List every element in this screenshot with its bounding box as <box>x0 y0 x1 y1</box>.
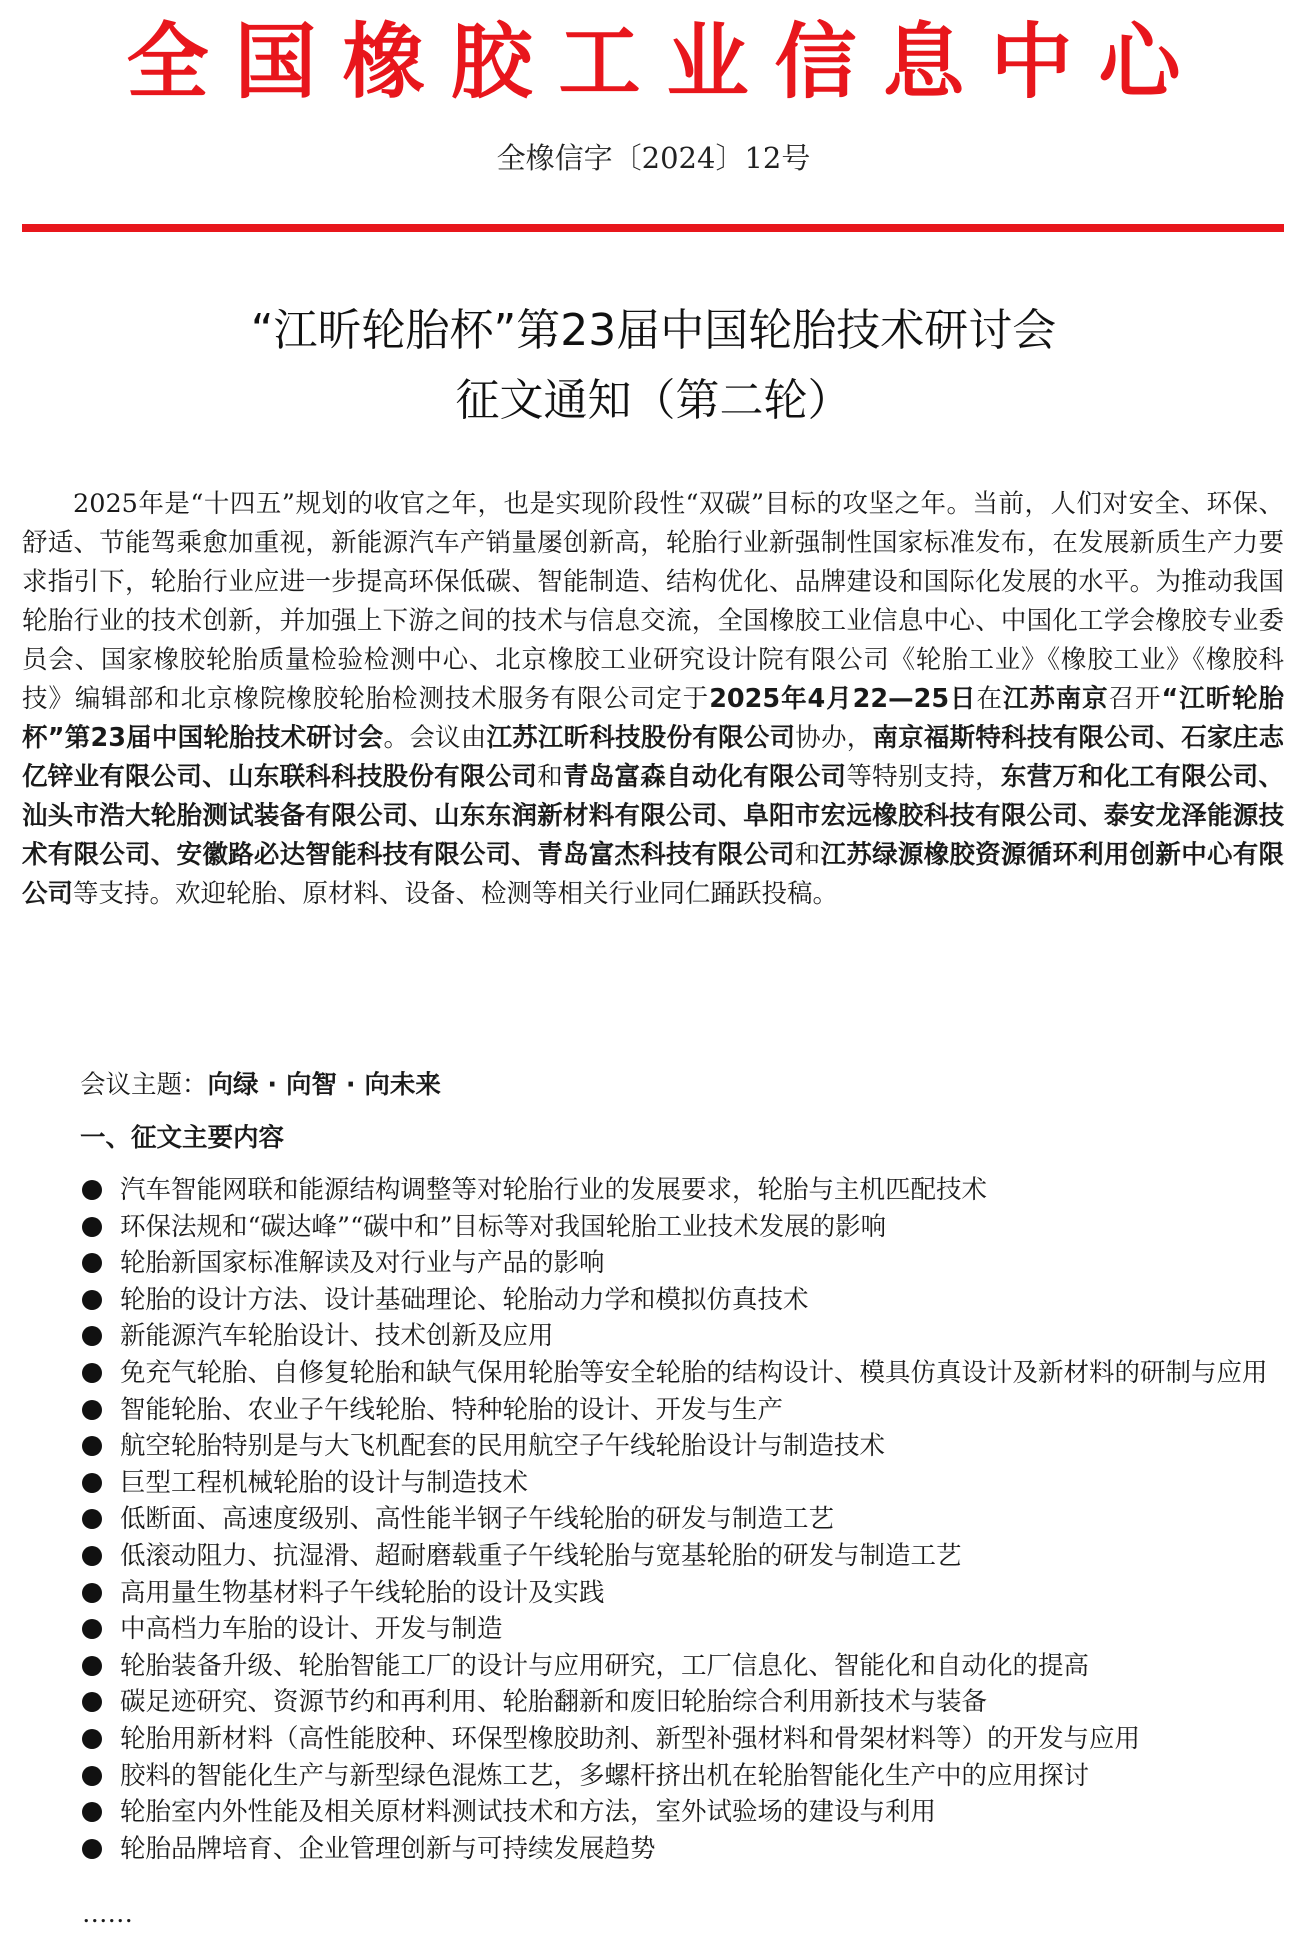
intro-text-9: 等支持。欢迎轮胎、原材料、设备、检测等相关行业同仁踊跃投稿。 <box>73 879 839 909</box>
co-organizer: 江苏江昕科技股份有限公司 <box>486 723 796 753</box>
bullet-icon <box>82 1619 102 1639</box>
intro-paragraph <box>22 485 1284 914</box>
intro-text-3: 召开 <box>1108 684 1162 714</box>
list-item: 轮胎的设计方法、设计基础理论、轮胎动力学和模拟仿真技术 <box>22 1282 1284 1319</box>
list-item: 胶料的智能化生产与新型绿色混炼工艺，多螺杆挤出机在轮胎智能化生产中的应用探讨 <box>22 1758 1284 1795</box>
list-item: 轮胎品牌培育、企业管理创新与可持续发展趋势 <box>22 1831 1284 1868</box>
title-line-2: 征文通知（第二轮） <box>455 375 852 426</box>
bullet-icon <box>82 1692 102 1712</box>
intro-text-6: 和 <box>537 762 563 792</box>
organization-masthead: 全国橡胶工业信息中心 <box>126 15 1207 110</box>
bullet-icon <box>82 1436 102 1456</box>
theme-label: 会议主题： <box>80 1070 208 1100</box>
special-supporters: 南京福斯特科技有限公司、石家庄志亿锌业有限公司、山东联科科技股份有限公司 <box>22 723 1284 792</box>
title-line-1: “江昕轮胎杯”第23届中国轮胎技术研讨会 <box>250 305 1057 356</box>
list-item: 免充气轮胎、自修复轮胎和缺气保用轮胎等安全轮胎的结构设计、模具仿真设计及新材料的研制与应用 <box>22 1355 1284 1392</box>
special-supporter-last: 青岛富森自动化有限公司 <box>562 762 847 792</box>
document-number: 全橡信字〔2024〕12号 <box>496 141 811 175</box>
list-item: 汽车智能网联和能源结构调整等对轮胎行业的发展要求，轮胎与主机匹配技术 <box>22 1172 1284 1209</box>
list-item: 环保法规和“碳达峰”“碳中和”目标等对我国轮胎工业技术发展的影响 <box>22 1209 1284 1246</box>
list-item: 碳足迹研究、资源节约和再利用、轮胎翻新和废旧轮胎综合利用新技术与装备 <box>22 1684 1284 1721</box>
bullet-icon <box>82 1839 102 1859</box>
intro-text-1: 2025年是“十四五”规划的收官之年，也是实现阶段性“双碳”目标的攻坚之年。当前，人们对安全、环保、舒适、节能驾乘愈加重视，新能源汽车产销量屡创新高，轮胎行业新强制性国家标准发布，在发展新质生产力要求指引下，轮胎行业应进一步提高环保低碳、智能制造、结构优化、品牌建设和国际化发展的水平。为推动我国轮胎行业的技术创新，并加强上下游之间的技术与信息交流，全国橡胶工业信息中心、中国化工学会橡胶专业委员会、国家橡胶轮胎质量检验检测中心、北京橡胶工业研究设计院有限公司《轮胎工业》《橡胶工业》《橡胶科技》编辑部和北京橡院橡胶轮胎检测技术服务有限公司定于 <box>22 489 1284 714</box>
intro-text-2: 在 <box>976 684 1003 714</box>
supporters: 东营万和化工有限公司、汕头市浩大轮胎测试装备有限公司、山东东润新材料有限公司、阜阳市宏远橡胶科技有限公司、泰安龙泽能源技术有限公司、安徽路必达智能科技有限公司、青岛富杰科技有限公司 <box>22 762 1284 870</box>
list-item: 高用量生物基材料子午线轮胎的设计及实践 <box>22 1575 1284 1612</box>
bullet-icon <box>82 1400 102 1420</box>
conference-date: 2025年4月22—25日 <box>709 684 977 714</box>
list-item: 低滚动阻力、抗湿滑、超耐磨载重子午线轮胎与宽基轮胎的研发与制造工艺 <box>22 1538 1284 1575</box>
bullet-icon <box>82 1729 102 1749</box>
bullet-icon <box>82 1253 102 1273</box>
intro-text-7: 等特别支持， <box>846 762 1001 792</box>
intro-text-8: 和 <box>794 840 821 870</box>
list-item: 轮胎装备升级、轮胎智能工厂的设计与应用研究，工厂信息化、智能化和自动化的提高 <box>22 1648 1284 1685</box>
list-item: 轮胎室内外性能及相关原材料测试技术和方法，室外试验场的建设与利用 <box>22 1794 1284 1831</box>
list-continuation: …… <box>82 1899 133 1929</box>
bullet-icon <box>82 1802 102 1822</box>
conference-location: 江苏南京 <box>1002 684 1109 714</box>
intro-text-4: 。会议由 <box>383 723 487 753</box>
list-item: 轮胎新国家标准解读及对行业与产品的影响 <box>22 1245 1284 1282</box>
bullet-icon <box>82 1180 102 1200</box>
list-item: 智能轮胎、农业子午线轮胎、特种轮胎的设计、开发与生产 <box>22 1392 1284 1429</box>
bullet-icon <box>82 1290 102 1310</box>
bullet-icon <box>82 1217 102 1237</box>
section-heading: 一、征文主要内容 <box>80 1123 285 1153</box>
bullet-icon <box>82 1656 102 1676</box>
supporter-last: 江苏绿源橡胶资源循环利用创新中心有限公司 <box>22 840 1284 909</box>
conference-theme <box>80 1065 441 1105</box>
bullet-icon <box>82 1766 102 1786</box>
topic-list <box>22 1172 1284 1867</box>
list-item: 巨型工程机械轮胎的设计与制造技术 <box>22 1465 1284 1502</box>
red-divider-line <box>22 224 1284 232</box>
list-item: 轮胎用新材料（高性能胶种、环保型橡胶助剂、新型补强材料和骨架材料等）的开发与应用 <box>22 1721 1284 1758</box>
bullet-icon <box>82 1546 102 1566</box>
list-item: 新能源汽车轮胎设计、技术创新及应用 <box>22 1318 1284 1355</box>
conference-name: “江昕轮胎杯”第23届中国轮胎技术研讨会 <box>22 684 1284 753</box>
bullet-icon <box>82 1326 102 1346</box>
bullet-icon <box>82 1473 102 1493</box>
list-item: 中高档力车胎的设计、开发与制造 <box>22 1611 1284 1648</box>
intro-paragraph-block <box>22 485 1284 914</box>
notice-title <box>0 296 1307 436</box>
bullet-icon <box>82 1363 102 1383</box>
bullet-icon <box>82 1509 102 1529</box>
bullet-icon <box>82 1583 102 1603</box>
list-item: 航空轮胎特别是与大飞机配套的民用航空子午线轮胎设计与制造技术 <box>22 1428 1284 1465</box>
theme-value: 向绿 · 向智 · 向未来 <box>207 1070 441 1100</box>
list-item: 低断面、高速度级别、高性能半钢子午线轮胎的研发与制造工艺 <box>22 1501 1284 1538</box>
intro-text-5: 协办， <box>795 723 873 753</box>
